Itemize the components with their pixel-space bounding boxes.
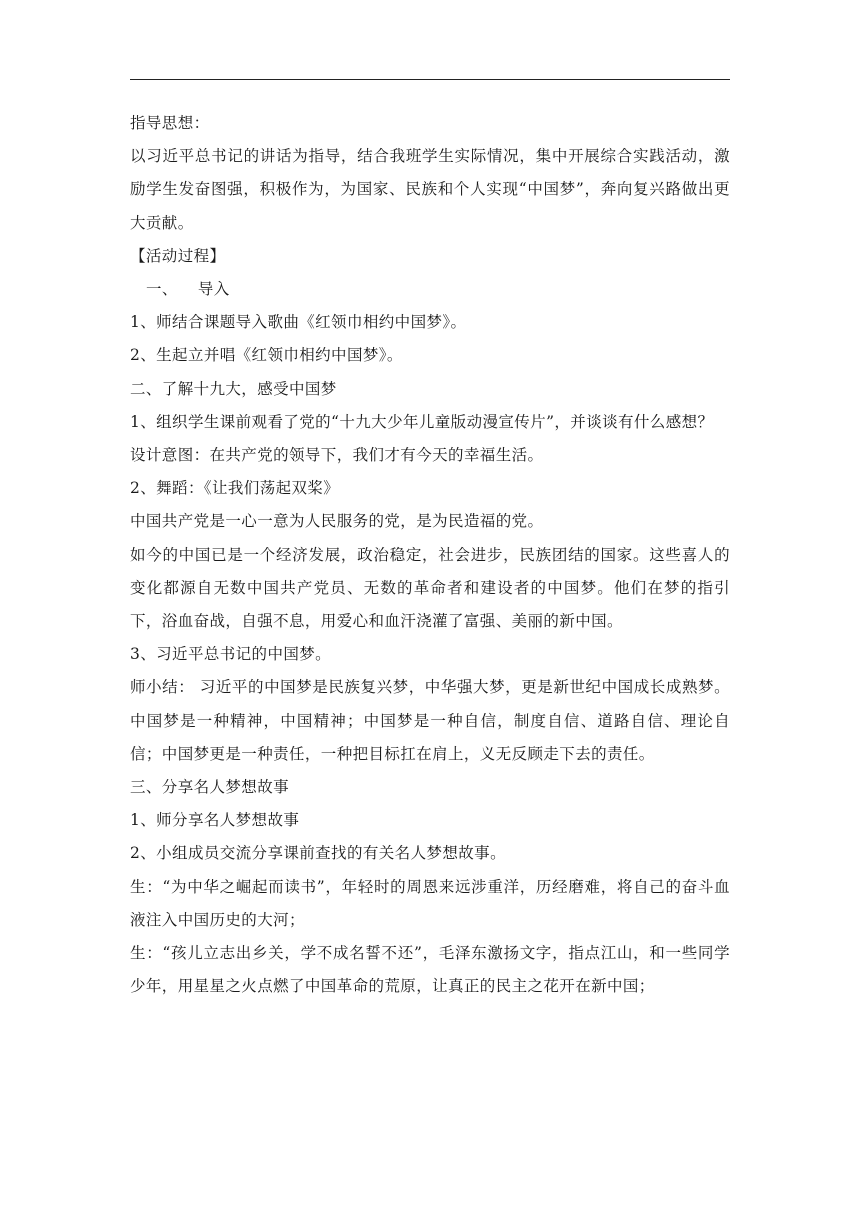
document-body	[130, 107, 730, 1003]
paragraph-teacher-summary: 师小结： 习近平的中国梦是民族复兴梦，中华强大梦，更是新世纪中国成长成熟梦。中国梦是一种精神，中国精神；中国梦是一种自信，制度自信、道路自信、理论自信；中国梦更是一种责任，一种把目标扛在肩上，义无反顾走下去的责任。	[130, 678, 730, 763]
paragraph-design-intent: 设计意图：在共产党的领导下，我们才有今天的幸福生活。	[130, 446, 544, 465]
paragraph-dance: 2、舞蹈：《让我们荡起双桨》	[130, 479, 340, 498]
section-one-heading	[130, 273, 730, 306]
section-one-title: 导入	[197, 280, 230, 299]
paragraph-party: 中国共产党是一心一意为人民服务的党，是为民造福的党。	[130, 512, 544, 531]
paragraph-china-today: 如今的中国已是一个经济发展，政治稳定，社会进步，民族团结的国家。这些喜人的变化都源自无数中国共产党员、无数的革命者和建设者的中国梦。他们在梦的指引下，浴血奋战，自强不息，用爱心和血汗浇灌了富强、美丽的新中国。	[130, 545, 730, 631]
paragraph-zhou-enlai: 生：“为中华之崛起而读书”，年轻时的周恩来远涉重洋，历经磨难，将自己的奋斗血液注入中国历史的大河；	[130, 877, 730, 929]
paragraph-mao-zedong: 生：“孩儿立志出乡关，学不成名誓不还”，毛泽东激扬文字，指点江山，和一些同学少年，用星星之火点燃了中国革命的荒原，让真正的民主之花开在新中国；	[130, 944, 730, 996]
guiding-thought-text: 以习近平总书记的讲话为指导，结合我班学生实际情况，集中开展综合实践活动，激励学生发奋图强，积极作为，为国家、民族和个人实现“中国梦”，奔向复兴路做出更大贡献。	[130, 147, 730, 232]
section-two-heading: 二、了解十九大，感受中国梦	[130, 379, 337, 398]
paragraph-group-share: 2、小组成员交流分享课前查找的有关名人梦想故事。	[130, 844, 506, 863]
header-rule	[130, 79, 730, 80]
activity-process-heading: 【活动过程】	[130, 246, 226, 265]
paragraph-watch-video: 1、组织学生课前观看了党的“十九大少年儿童版动漫宣传片”，并谈谈有什么感想？	[130, 412, 714, 431]
section-three-heading: 三、分享名人梦想故事	[130, 778, 290, 797]
paragraph-intro-song: 1、师结合课题导入歌曲《红领巾相约中国梦》。	[130, 313, 467, 332]
guiding-thought-heading: 指导思想：	[130, 114, 210, 132]
paragraph-teacher-share: 1、师分享名人梦想故事	[130, 811, 300, 830]
paragraph-sing-song: 2、生起立并唱《红领巾相约中国梦》。	[130, 346, 403, 365]
paragraph-xi-dream: 3、习近平总书记的中国梦。	[130, 645, 332, 664]
section-one-number: 一、	[146, 280, 178, 299]
